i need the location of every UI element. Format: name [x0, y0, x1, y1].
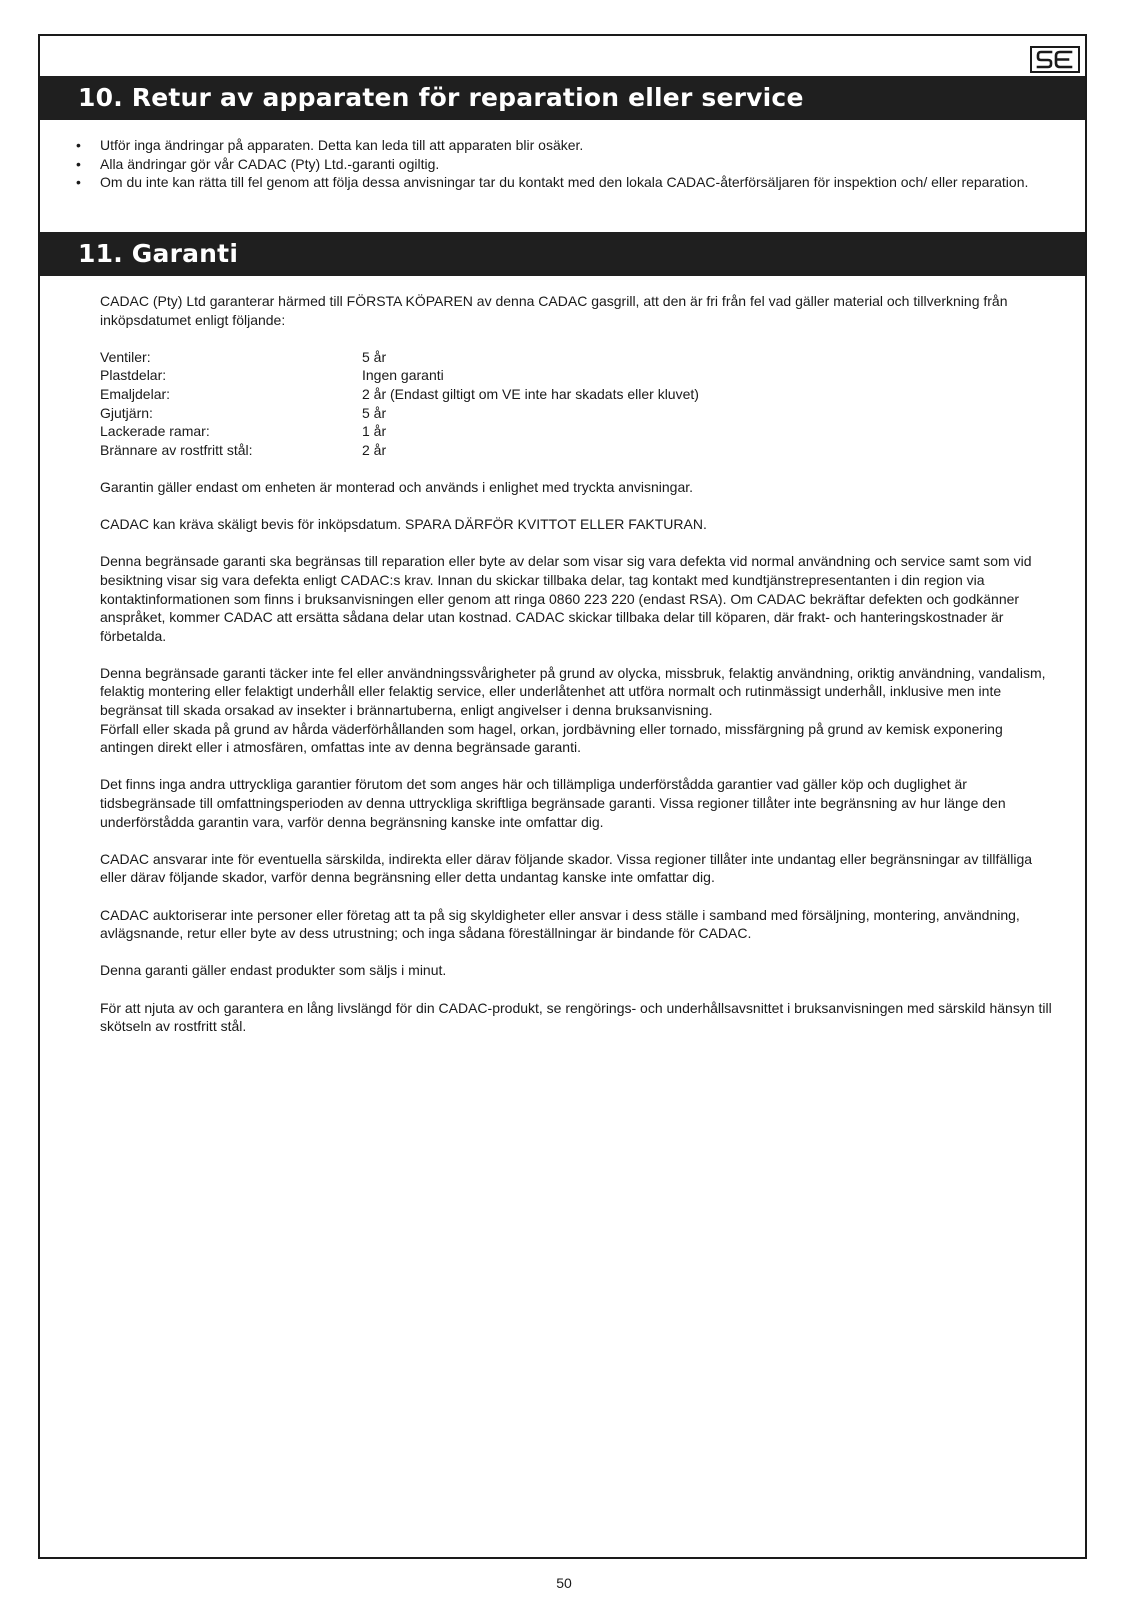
warranty-period-row: [100, 366, 1060, 385]
warranty-part: Emaljdelar:: [100, 385, 171, 402]
warranty-period: Ingen garanti: [362, 367, 444, 384]
warranty-retail-paragraph: Denna garanti gäller endast produkter som säljs i minut.: [100, 962, 447, 979]
warranty-care-paragraph: För att njuta av och garantera en lång livslängd för din CADAC-produkt, se rengörings- och underhållsavsnittet i bruksanvisningen med särskild hänsyn till skötseln av rostfritt stål.: [100, 999, 1052, 1035]
list-item: [76, 155, 1056, 174]
warranty-intro: CADAC (Pty) Ltd garanterar härmed till FÖRSTA KÖPAREN av denna CADAC gasgrill, att den är fri från fel vad gäller material och tillverkning från inköpsdatumet enligt följande:: [100, 293, 1008, 328]
warranty-period-row: [100, 385, 1060, 404]
warranty-period-row: [100, 441, 1060, 460]
warranty-period: 1 år: [362, 423, 387, 440]
section-heading-return: 10. Retur av apparaten för reparation eller service: [40, 76, 1085, 120]
list-item-text: Utför inga ändringar på apparaten. Detta kan leda till att apparaten blir osäker.: [100, 137, 584, 153]
list-item: [76, 136, 1056, 155]
warranty-part: Brännare av rostfritt stål:: [100, 441, 253, 458]
warranty-period-row: [100, 348, 1060, 367]
warranty-period-row: [100, 404, 1060, 423]
warranty-part: Ventiler:: [100, 348, 151, 365]
warranty-limited-paragraph: Denna begränsade garanti ska begränsas till reparation eller byte av delar som visar sig vara defekta vid normal användning och service samt som vid besiktning visar sig vara defekta enligt CADAC:s krav. Innan du skickar tillbaka delar, tag kontakt med kundtjänstrepresentanten i din region via kontaktinformationen som finns i bruksanvisningen eller genom att ringa 0860 223 220 (endast RSA). Om CADAC bekräftar defekten och godkänner anspråket, kommer CADAC att ersätta sådana delar utan kostnad. CADAC skickar tillbaka delar till köparen, där frakt- och hanteringskostnader är förbetalda.: [100, 553, 1032, 644]
language-badge-logo: [1035, 50, 1075, 69]
list-item-text: Alla ändringar gör vår CADAC (Pty) Ltd.-garanti ogiltig.: [100, 155, 440, 172]
warranty-part: Lackerade ramar:: [100, 423, 210, 440]
warranty-period: 2 år (Endast giltigt om VE inte har skadats eller kluvet): [362, 385, 699, 402]
language-badge: [1030, 46, 1080, 73]
warranty-damages-paragraph: CADAC ansvarar inte för eventuella särskilda, indirekta eller därav följande skador. Vissa regioner tillåter inte undantag eller begränsningar av tillfälliga eller därav följande skador, varför denna begränsning eller detta undantag kanske inte omfattar dig.: [100, 850, 1033, 886]
bullet-icon: •: [76, 155, 81, 172]
warranty-periods-table: [100, 348, 1060, 460]
bullet-icon: •: [76, 137, 81, 153]
warranty-period: 5 år: [362, 348, 387, 365]
warranty-authorization-paragraph: CADAC auktoriserar inte personer eller företag att ta på sig skyldigheter eller ansvar i dess ställe i samband med försäljning, montering, användning, avlägsnande, retur eller byte av dess utrustning; och inga sådana föreställningar är bindande för CADAC.: [100, 906, 1020, 942]
warranty-period-row: [100, 422, 1060, 441]
warranty-exclusions-paragraph: Denna begränsade garanti täcker inte fel eller användningssvårigheter på grund av olycka, missbruk, felaktig användning, oriktig användning, vandalism, felaktig montering eller felaktigt underhåll eller felaktig service, eller underlåtenhet att utföra normalt och rutinmässigt underhåll, inklusive men inte begränsat till skada orsakad av insekter i brännartuberna, enligt angivelser i denna bruksanvisning.: [100, 664, 1046, 719]
warranty-text: [100, 292, 1060, 1054]
warranty-weather-paragraph: Förfall eller skada på grund av hårda väderförhållanden som hagel, orkan, jordbävning eller tornado, missfärgning på grund av kemisk exponering antingen direkt eller i atmosfären, omfattas inte av denna begränsade garanti.: [100, 720, 1003, 756]
warranty-period: 2 år: [362, 441, 387, 458]
warranty-implied-paragraph: Det finns inga andra uttryckliga garantier förutom det som anges här och tillämpliga underförstådda garantier vad gäller köp och duglighet är tidsbegränsade till omfattningsperioden av denna uttryckliga skriftliga begränsade garanti. Vissa regioner tillåter inte begränsning av hur länge den underförstådda garantin vara, varför denna begränsning kanske inte omfattar dig.: [100, 776, 1006, 830]
warranty-part: Gjutjärn:: [100, 404, 153, 421]
warranty-part: Plastdelar:: [100, 367, 167, 384]
warranty-period: 5 år: [362, 404, 387, 421]
warranty-assembly-paragraph: Garantin gäller endast om enheten är monterad och används i enlighet med tryckta anvisningar.: [100, 478, 694, 495]
section-heading-warranty: 11. Garanti: [40, 232, 1085, 276]
bullet-icon: •: [76, 174, 81, 191]
list-item: [76, 173, 1056, 192]
return-instructions-list: [76, 136, 1056, 192]
warranty-proof-paragraph: CADAC kan kräva skäligt bevis för inköpsdatum. SPARA DÄRFÖR KVITTOT ELLER FAKTURAN.: [100, 516, 707, 533]
list-item-text: Om du inte kan rätta till fel genom att följa dessa anvisningar tar du kontakt med den lokala CADAC-återförsäljaren för inspektion och/ eller reparation.: [100, 174, 1029, 191]
page-number: 50: [556, 1575, 572, 1591]
